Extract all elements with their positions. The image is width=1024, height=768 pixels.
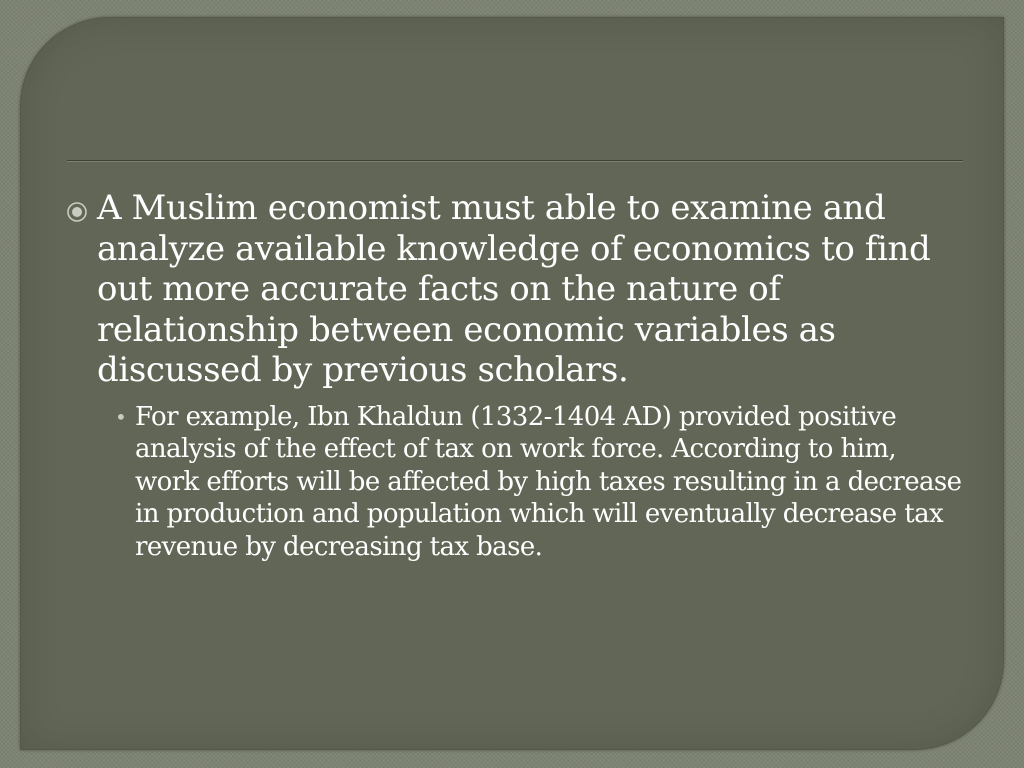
bullet-text: A Muslim economist must able to examine and analyze available knowledge of economics to find out more accurate facts on the nature of relationship between economic variables as discussed by previous scholars. bbox=[97, 188, 931, 390]
sub-bullet-text: For example, Ibn Khaldun (1332-1404 AD) provided positive analysis of the effect of tax on work force. According to him, work efforts will be affected by high taxes resulting in a decrease in production and population which will eventually decrease tax revenue by decreasing tax base. bbox=[135, 401, 962, 562]
sub-bullet-marker: • bbox=[115, 404, 127, 429]
circled-dot-bullet-icon bbox=[65, 200, 89, 224]
slide-content bbox=[65, 188, 965, 563]
title-divider bbox=[67, 160, 963, 162]
slide-panel bbox=[20, 17, 1004, 750]
sub-bullet-item bbox=[65, 401, 965, 564]
bullet-item bbox=[65, 188, 965, 391]
